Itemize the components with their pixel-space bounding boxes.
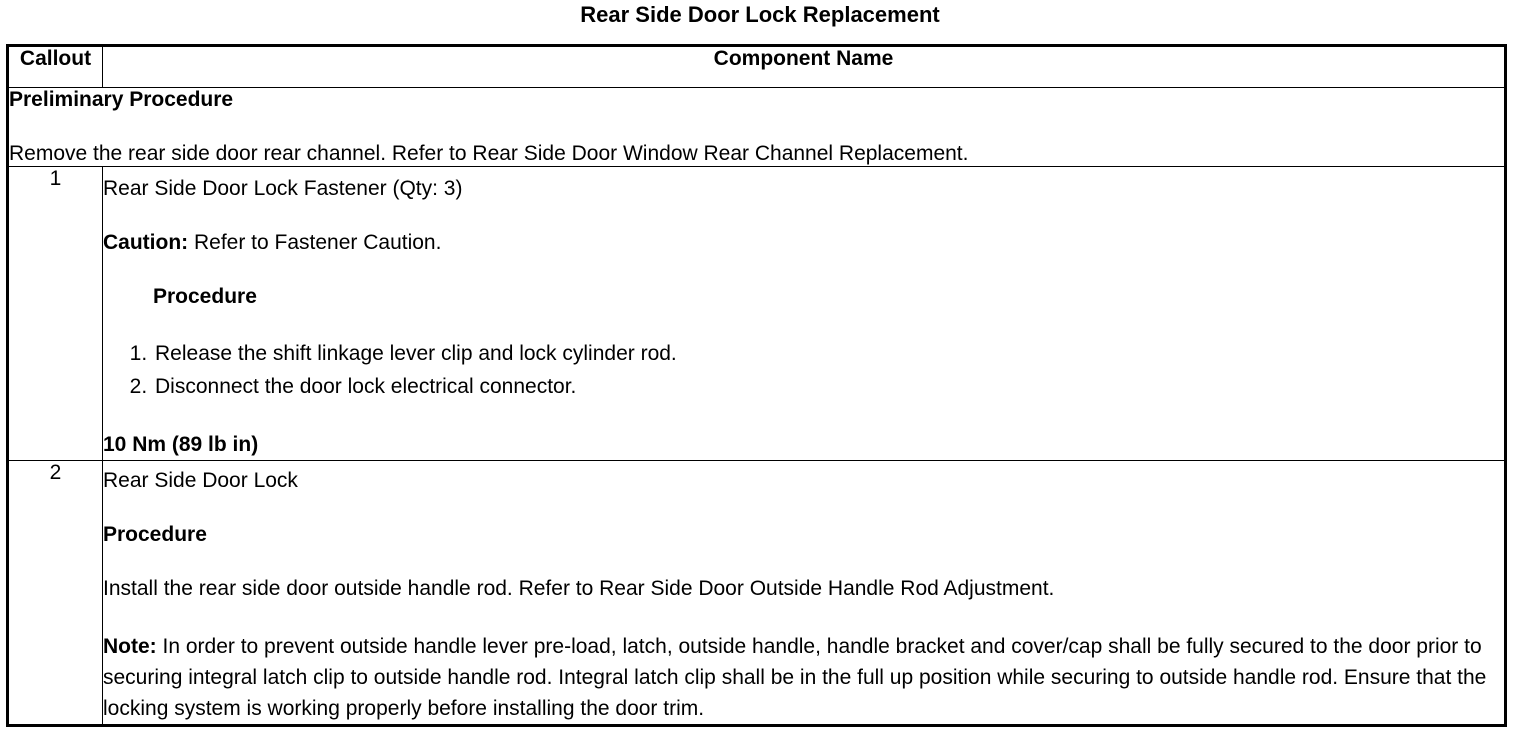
page-title: Rear Side Door Lock Replacement (580, 2, 940, 27)
component-name: Rear Side Door Lock Fastener (Qty: 3) (103, 177, 463, 200)
preliminary-row (8, 88, 1506, 167)
caution-label: Caution: (103, 231, 189, 254)
table-row (8, 167, 1506, 461)
procedure-table (6, 44, 1507, 727)
callout-number: 1 (8, 167, 103, 461)
note-text: In order to prevent outside handle lever pre-load, latch, outside handle, handle bracket and cover/cap shall be fully secured to the door prior to securing integral latch clip to outside handle rod. Integral latch clip shall be in the full up position while securing to outside handle rod. Ensure that the locking system is working properly before installing the door trim. (103, 635, 1487, 720)
callout-number: 2 (8, 461, 103, 726)
note-paragraph (103, 631, 1504, 724)
caution-text: Refer to Fastener Caution. (188, 231, 442, 254)
procedure-steps (103, 337, 1504, 403)
component-cell (103, 461, 1506, 726)
header-callout: Callout (8, 46, 103, 88)
list-item: 1. Release the shift linkage lever clip and lock cylinder rod. (153, 337, 1504, 370)
header-component-name: Component Name (103, 46, 1506, 88)
component-name: Rear Side Door Lock (103, 469, 298, 492)
torque-spec: 10 Nm (89 lb in) (103, 433, 259, 456)
instruction-text: Install the rear side door outside handle rod. Refer to Rear Side Door Outside Handle Rod Adjustment. (103, 577, 1055, 600)
preliminary-cell (8, 88, 1506, 167)
procedure-heading: Procedure (103, 523, 207, 546)
preliminary-heading: Preliminary Procedure (9, 88, 234, 111)
table-row (8, 461, 1506, 726)
note-label: Note: (103, 635, 157, 658)
list-item: 2. Disconnect the door lock electrical connector. (153, 370, 1504, 403)
table-header-row (8, 46, 1506, 88)
preliminary-text: Remove the rear side door rear channel. Refer to Rear Side Door Window Rear Channel Replacement. (9, 142, 969, 165)
procedure-heading: Procedure (153, 285, 257, 308)
caution-paragraph (103, 231, 1504, 255)
component-cell (103, 167, 1506, 461)
